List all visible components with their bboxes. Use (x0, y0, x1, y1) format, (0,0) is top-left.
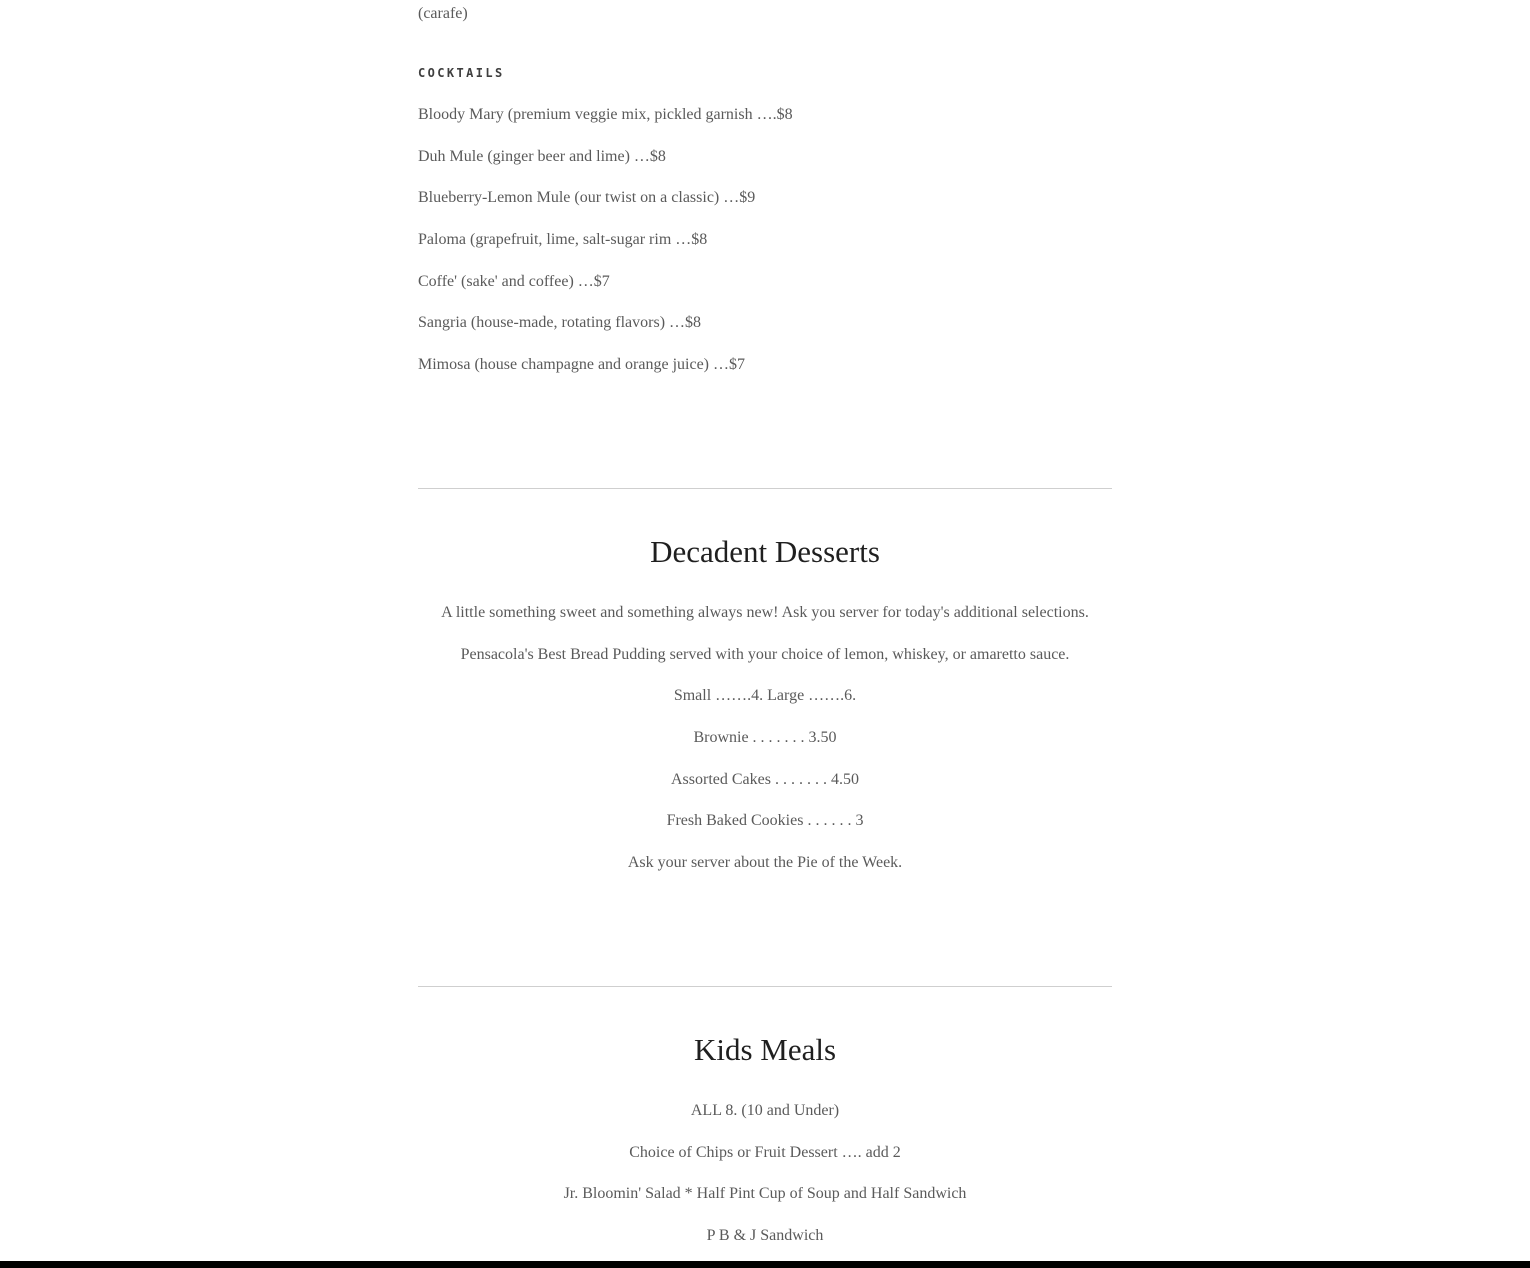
bottom-bar (0, 1261, 1530, 1268)
cocktail-item: Blueberry-Lemon Mule (our twist on a classic) …$9 (418, 189, 756, 207)
cocktail-item: Paloma (grapefruit, lime, salt-sugar rim …$8 (418, 231, 708, 249)
kids-meal-line: ALL 8. (10 and Under) (690, 1102, 840, 1119)
kids-meals-list (418, 1100, 1112, 1267)
desserts-list (418, 602, 1112, 894)
cocktail-list (418, 104, 793, 396)
dessert-line: Ask your server about the Pie of the Week. (627, 854, 903, 872)
carafe-note: (carafe) (418, 5, 468, 22)
kids-meal-line: Jr. Bloomin' Salad * Half Pint Cup of Soup and Half Sandwich (563, 1185, 967, 1203)
dessert-line: Assorted Cakes . . . . . . . 4.50 (671, 770, 859, 788)
dessert-line: Fresh Baked Cookies . . . . . . 3 (666, 812, 864, 830)
dessert-line: A little something sweet and something always new! Ask you server for today's additional selections. (441, 604, 1089, 621)
dessert-line: Pensacola's Best Bread Pudding served with your choice of lemon, whiskey, or amaretto sauce. (460, 645, 1070, 663)
cocktail-item: Duh Mule (ginger beer and lime) …$8 (418, 147, 666, 165)
cocktail-item: Mimosa (house champagne and orange juice) …$7 (418, 356, 746, 374)
cocktail-item: Sangria (house-made, rotating flavors) …$8 (418, 314, 702, 332)
dessert-line: Brownie . . . . . . . 3.50 (693, 729, 837, 747)
cocktail-item: Bloody Mary (premium veggie mix, pickled garnish ….$8 (418, 106, 793, 123)
dessert-line: Small …….4. Large …….6. (673, 687, 857, 705)
kids-meal-line: P B & J Sandwich (706, 1227, 824, 1245)
section-divider (418, 488, 1112, 489)
kids-meals-title: Kids Meals (693, 1032, 837, 1067)
cocktails-heading: COCKTAILS (418, 66, 505, 80)
kids-meal-line: Choice of Chips or Fruit Dessert …. add 2 (629, 1143, 901, 1161)
section-divider (418, 986, 1112, 987)
desserts-title: Decadent Desserts (650, 534, 880, 569)
cocktail-item: Coffe' (sake' and coffee) …$7 (418, 272, 610, 290)
